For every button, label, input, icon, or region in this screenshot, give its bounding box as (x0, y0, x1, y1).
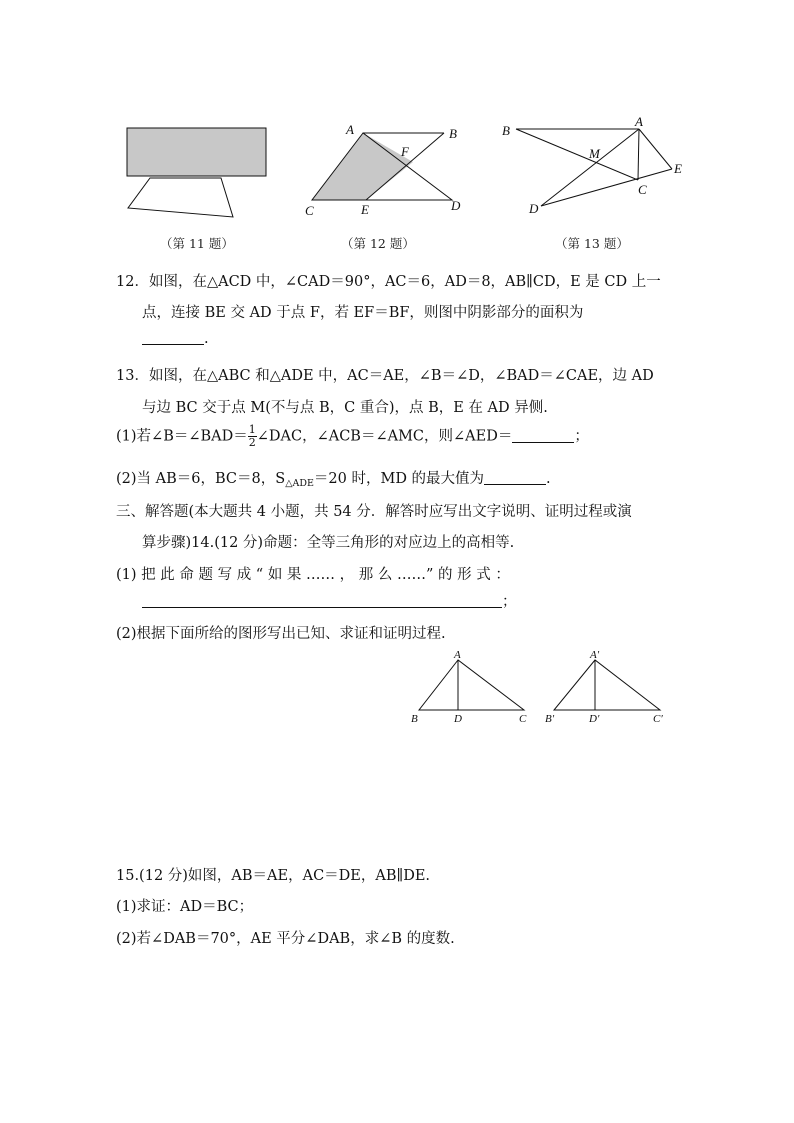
fig13-segment-BC (516, 129, 638, 180)
figure-14-triangle-ABC (404, 650, 534, 725)
q14-part1: (1) 把 此 命 题 写 成 “ 如 果 …… ， 那 么 ……” 的 形 式 ： (116, 567, 510, 583)
fig12-label-F: F (401, 144, 409, 159)
fig11-quadrilateral (128, 178, 233, 217)
q13-part1-post: ∠DAC，∠ACB＝∠AMC，则∠AED＝ (256, 428, 513, 445)
fig13-label-M: M (589, 146, 600, 161)
q14-part1-answer-line (142, 590, 517, 611)
fig13-segment-DE (541, 169, 672, 206)
fig13-label-E: E (674, 161, 682, 176)
fig13-segment-AE (639, 129, 672, 169)
q15-part1: (1)求证：AD＝BC； (116, 899, 254, 915)
q13-line2: 与边 BC 交于点 M(不与点 B，C 重合)，点 B，E 在 AD 异侧. (142, 400, 548, 416)
fig12-label-C: C (305, 203, 314, 218)
fig12-label-B: B (449, 126, 457, 141)
q13-part2-post: ＝20 时，MD 的最大值为 (313, 471, 485, 487)
fig14-label-B: B (411, 713, 418, 725)
q12-line3 (142, 330, 209, 347)
q13-part1-answer-blank[interactable] (512, 428, 574, 443)
fig13-label-B: B (502, 123, 510, 138)
fig14-triangle-ApBpCp (554, 660, 660, 710)
fig13-segment-AC (638, 129, 639, 180)
q13-part2-answer-blank[interactable] (484, 470, 546, 485)
q14-part1-answer-blank[interactable] (142, 593, 502, 608)
section3-heading-line2: 算步骤)14.(12 分)命题：全等三角形的对应边上的高相等. (142, 535, 515, 551)
q13-part1 (116, 424, 589, 449)
fig14-label-A-prime: A′ (590, 650, 600, 661)
caption-fig12: （第 12 题） (341, 236, 415, 251)
fig13-label-A: A (635, 114, 643, 129)
fig12-label-A: A (346, 122, 354, 137)
section3-heading-line1: 三、解答题(本大题共 4 小题，共 54 分．解答时应写出文字说明、证明过程或演 (116, 504, 632, 520)
fig12-label-D: D (451, 198, 461, 213)
fig14-label-C-prime: C′ (653, 713, 663, 725)
fig12-label-E: E (361, 202, 369, 217)
caption-fig11: （第 11 题） (160, 236, 234, 251)
q13-line1: 13．如图，在△ABC 和△ADE 中，AC＝AE，∠B＝∠D，∠BAD＝∠CAE，边 AD (116, 368, 654, 384)
q13-part2-pre: (2)当 AB＝6，BC＝8，S (116, 471, 286, 487)
q13-part2-end: . (546, 471, 551, 487)
q13-part1-pre: (1)若∠B＝∠BAD＝ (116, 428, 248, 445)
figure-13 (498, 112, 693, 222)
fig14-label-B-prime: B′ (545, 713, 555, 725)
figure-14-triangle-ApBpCp (540, 650, 675, 725)
fig14-label-D: D (454, 713, 462, 725)
fig14-label-A: A (454, 650, 461, 661)
fig13-label-D: D (529, 201, 539, 216)
fig13-label-C: C (638, 182, 647, 197)
fig14-label-C: C (519, 713, 527, 725)
fig14-label-D-prime: D′ (589, 713, 600, 725)
q12-answer-blank[interactable] (142, 330, 204, 345)
q14-part1-end: ； (502, 594, 517, 610)
q12-line1: 12．如图，在△ACD 中，∠CAD＝90°，AC＝6，AD＝8，AB∥CD，E 是 CD 上一 (116, 274, 661, 290)
figure-11 (120, 122, 280, 222)
q13-part2 (116, 467, 551, 489)
q12-period: . (204, 331, 209, 347)
q14-part2: (2)根据下面所给的图形写出已知、求证和证明过程. (116, 626, 446, 642)
fraction-denominator: 2 (248, 436, 256, 449)
q13-part1-end: ； (574, 428, 589, 445)
q15-line1: 15.(12 分)如图，AB＝AE，AC＝DE，AB∥DE. (116, 868, 431, 884)
q15-part2: (2)若∠DAB＝70°，AE 平分∠DAB，求∠B 的度数. (116, 931, 455, 947)
fig12-shaded-region (312, 133, 413, 200)
figure-12 (300, 118, 470, 223)
fig13-segment-AD (541, 129, 639, 206)
q13-part2-subscript: △ADE (285, 478, 314, 489)
fraction-one-half (248, 424, 257, 449)
fraction-numerator: 1 (248, 423, 256, 436)
q12-line2: 点，连接 BE 交 AD 于点 F，若 EF＝BF，则图中阴影部分的面积为 (142, 305, 584, 321)
fig14-triangle-ABC (419, 660, 524, 710)
fig11-rectangle (127, 128, 266, 176)
caption-fig13: （第 13 题） (555, 236, 629, 251)
